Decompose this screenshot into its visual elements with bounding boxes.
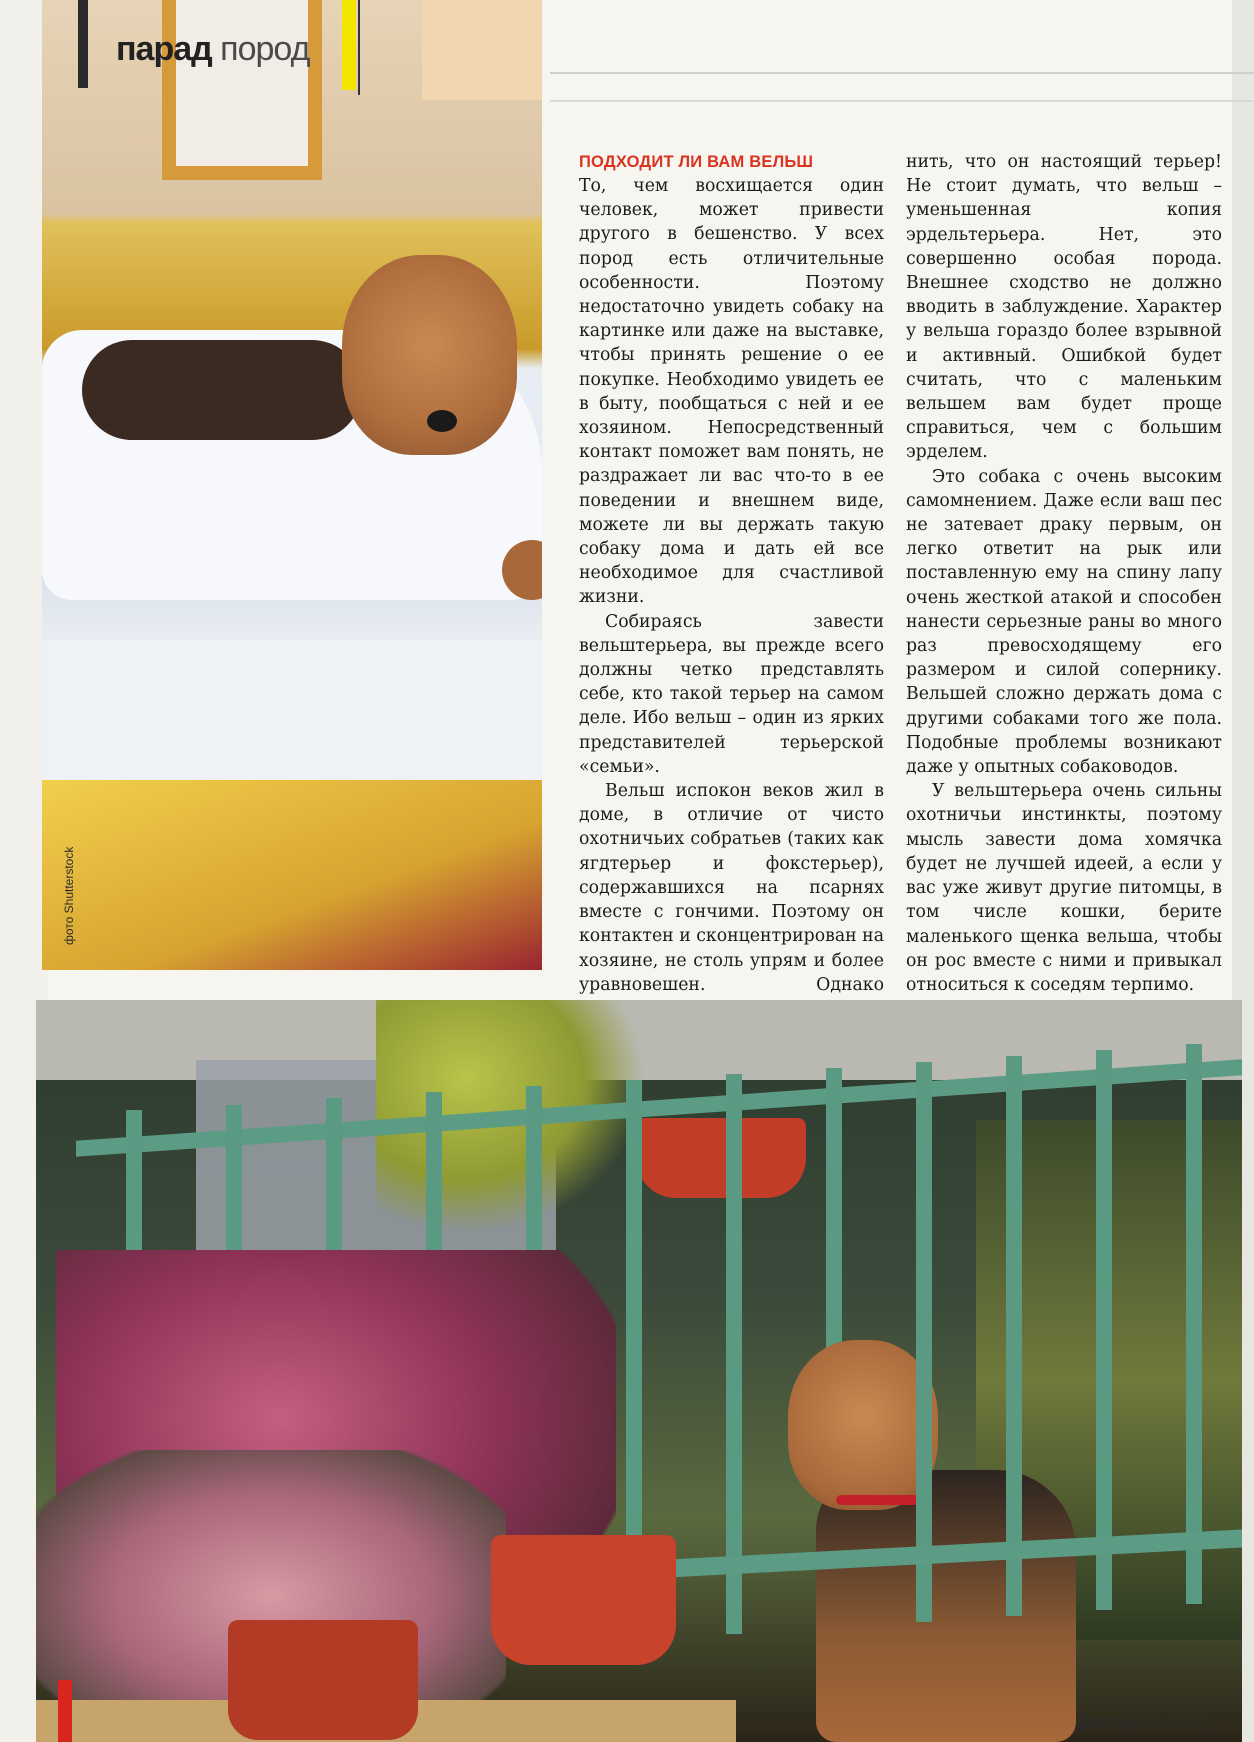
article-paragraph: Вельш испокон веков жил в доме, в отличие от чисто охотничьих собратьев (таких как ягдтерьер и фокстерьер), содержавшихся на псарнях вместе с гончими. Поэтому он контактен и сконцентрирован на хозяине, не столь упрям и более уравновешен. Однако [579,781,884,995]
top-rule [550,72,1254,74]
railing-bar [726,1074,742,1634]
picture-frame [162,0,322,180]
section-title-bold: парад [116,30,212,68]
article-column-1 [579,150,884,1021]
top-rule-2 [550,100,1254,102]
article-paragraph: Собираясь завести вельштерьера, вы прежде всего должны четко представлять себе, кто такой терьер на самом деле. Ибо вельш – один из ярких представителей терьерской «семьи». [579,611,884,777]
header-divider [358,0,360,95]
photo-credit: фото Shutterstock [62,846,76,945]
article-column-2 [906,150,1222,997]
railing-bar [1186,1044,1202,1604]
flower-pot-left [228,1620,418,1740]
dog-collar [836,1495,926,1505]
header-bar [78,0,88,88]
dog-body [82,340,362,440]
dog-nose [427,410,457,432]
lamp-shade [422,0,542,100]
article-paragraph: То, чем восхищается один человек, может привести другого в бешенство. У всех пород есть отличительные особенности. Поэтому недостаточно увидеть собаку на картинке или даже на выставке, чтобы принять решение о ее покупке. Необходимо увидеть ее в быту, пообщаться с ней и ее хозяином. Непосредственный контакт поможет вам понять, не раздражает ли вас что-то в ее поведении и внешнем виде, можете ли вы держать такую собаку дома и дать ей все необходимое для счастливой жизни. [579,176,884,608]
bed-sheet [42,640,542,780]
railing-bar [1006,1056,1022,1616]
railing-bar [1096,1050,1112,1610]
railing-bar [916,1062,932,1622]
issue-date: [ИЮНЬ 2011] [1118,1715,1204,1731]
article-paragraph: нить, что он настоящий терьер! Не стоит думать, что вельш – уменьшенная копия эрдельтерьера. Нет, это совершенно особая порода. Внешнее сходство не должно вводить в заблуждение. Характер у вельша гораздо более взрывной и активный. Ошибкой будет считать, что с маленьким вельшем вам будет проще справиться, чем с большим эрделем. [906,152,1222,463]
magazine-name: ДРУГ [1076,1715,1115,1732]
flower-pot-center [491,1535,676,1665]
photo-dog-on-balcony [36,1000,1242,1742]
photo-dog-on-bed [42,0,542,970]
article-subheading: ПОДХОДИТ ЛИ ВАМ ВЕЛЬШ [579,153,814,171]
flower-pot-top [636,1118,806,1198]
article-paragraph: Это собака с очень высоким самомнением. Даже если ваш пес не затевает драку первым, он легко ответит на рык или поставленную ему на спину лапу очень жесткой атакой и способен нанести серьезные раны во много раз превосходящему его размером и силой сопернику. Вельшей сложно держать дома с другими собаками того же пола. Подобные проблемы возникают даже у опытных собаководов. [906,466,1222,778]
section-title-light: пород [220,30,310,68]
dog-body [816,1470,1076,1742]
section-title [116,30,309,69]
article-paragraph: У вельштерьера очень сильны охотничьи инстинкты, поэтому мысль завести дома хомячка будет не лучшей идеей, а если у вас уже живут другие питомцы, в том числе кошки, берите маленького щенка вельша, чтобы он рос вместе с ними и привыкал относиться к соседям терпимо. [906,781,1222,995]
header-yellow-stripe [342,0,356,90]
yellow-blanket [42,780,542,970]
footer-red-marker [58,1680,72,1742]
page-footer [1077,1715,1205,1732]
